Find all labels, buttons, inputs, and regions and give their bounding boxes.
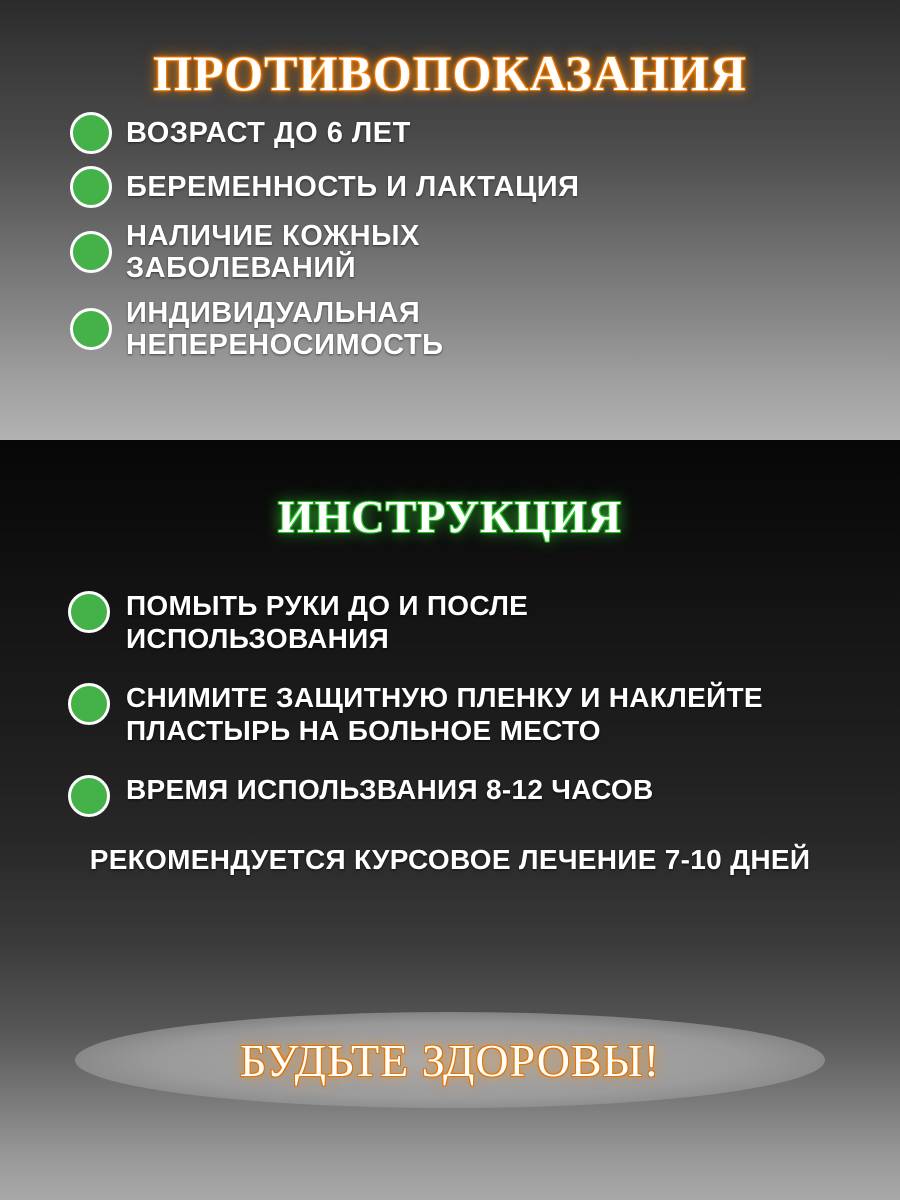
contraindication-text: БЕРЕМЕННОСТЬ И ЛАКТАЦИЯ (126, 170, 580, 203)
bullet-icon (70, 166, 112, 208)
list-item (68, 773, 870, 817)
course-recommendation-note: РЕКОМЕНДУЕТСЯ КУРСОВОЕ ЛЕЧЕНИЕ 7-10 ДНЕЙ (89, 844, 811, 876)
bullet-icon (70, 308, 112, 350)
contraindications-list (0, 112, 900, 362)
footer-banner (0, 1012, 900, 1108)
contraindications-section (0, 0, 900, 440)
contraindication-text: ИНДИВИДУАЛЬНАЯ НЕПЕРЕНОСИМОСТЬ (126, 296, 444, 362)
instruction-step-text: СНИМИТЕ ЗАЩИТНУЮ ПЛЕНКУ И НАКЛЕЙТЕ ПЛАСТЫРЬ НА БОЛЬНОЕ МЕСТО (126, 682, 763, 747)
list-item (68, 589, 870, 655)
list-item (70, 220, 900, 285)
footer-slogan: БУДЬТЕ ЗДОРОВЫ! (239, 1034, 661, 1086)
contraindications-title: ПРОТИВОПОКАЗАНИЯ (153, 45, 747, 101)
instruction-title: ИНСТРУКЦИЯ (277, 491, 623, 542)
bullet-icon (68, 775, 110, 817)
instruction-section (0, 440, 900, 1200)
bullet-icon (68, 683, 110, 725)
bullet-icon (68, 591, 110, 633)
list-item (70, 297, 900, 362)
instruction-step-text: ВРЕМЯ ИСПОЛЬЗВАНИЯ 8-12 ЧАСОВ (126, 774, 654, 806)
instruction-step-text: ПОМЫТЬ РУКИ ДО И ПОСЛЕ ИСПОЛЬЗОВАНИЯ (126, 590, 529, 655)
bullet-icon (70, 231, 112, 273)
contraindication-text: ВОЗРАСТ ДО 6 ЛЕТ (126, 116, 411, 149)
bullet-icon (70, 112, 112, 154)
footer-ellipse-shape (75, 1012, 825, 1108)
contraindication-text: НАЛИЧИЕ КОЖНЫХ ЗАБОЛЕВАНИЙ (126, 220, 420, 285)
list-item (70, 112, 900, 154)
list-item (68, 681, 870, 747)
instruction-list (0, 589, 900, 817)
list-item (70, 166, 900, 208)
